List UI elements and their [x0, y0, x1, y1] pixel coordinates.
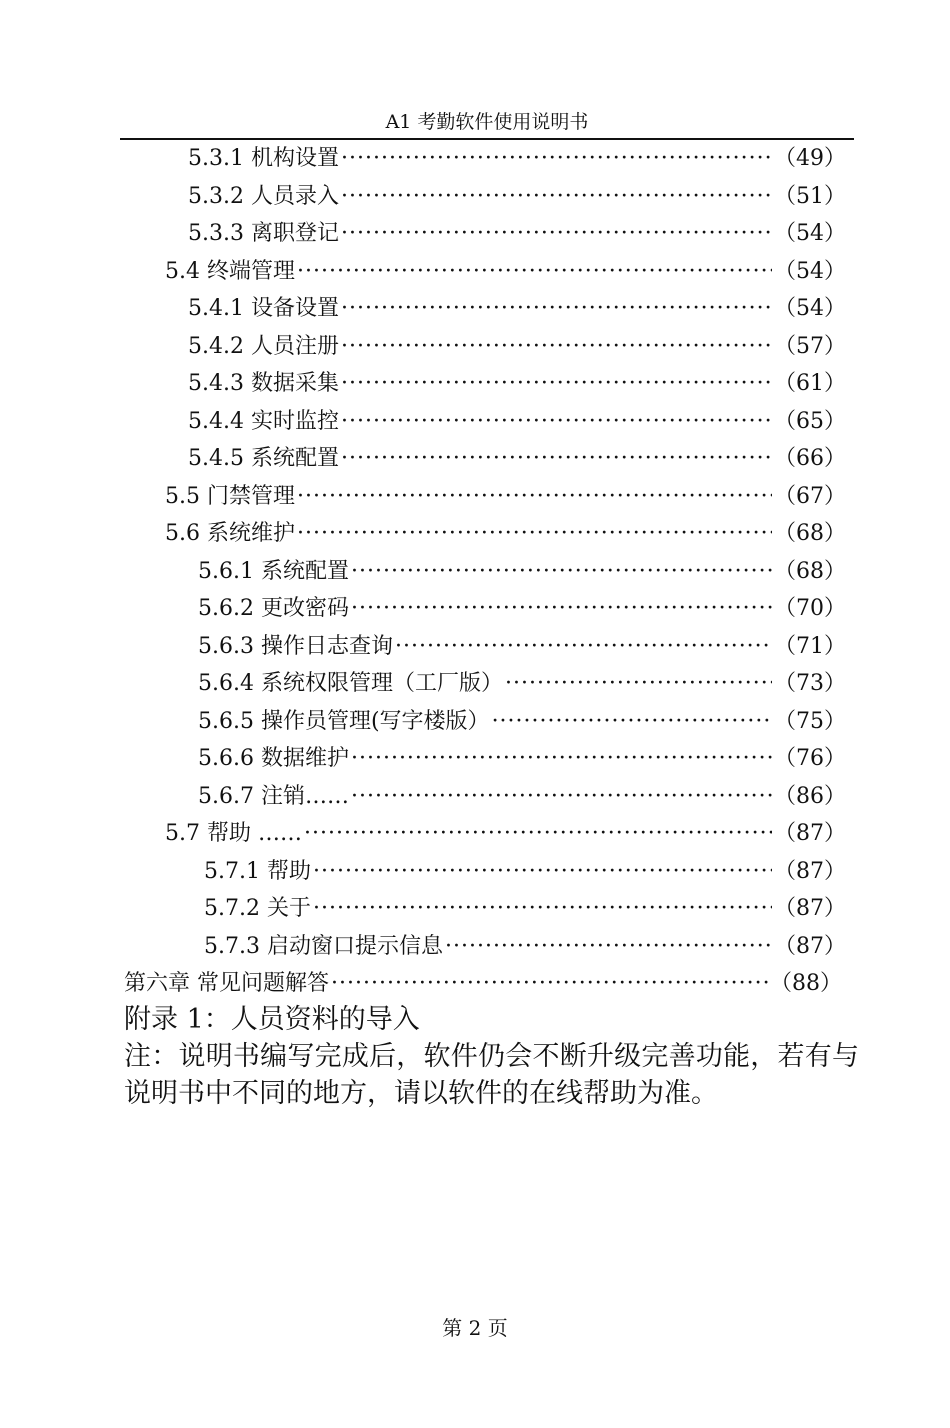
toc-entry-title: 5.7.1 帮助 [204, 858, 311, 884]
toc-entry-page: （87） [774, 933, 846, 959]
toc-entry-page: （86） [774, 783, 846, 809]
toc-entry[interactable] [0, 515, 950, 553]
toc-dot-leader [341, 215, 772, 253]
toc-entry[interactable] [0, 740, 950, 778]
toc-entry-page: （88） [770, 971, 842, 996]
toc-dot-leader [313, 853, 772, 891]
note-paragraph: 注：说明书编写完成后，软件仍会不断升级完善功能，若有与说明书中不同的地方，请以软件的在线帮助为准。 [124, 1041, 859, 1109]
toc-entry[interactable] [0, 590, 950, 628]
toc-entry[interactable] [0, 478, 950, 516]
toc-entry-title: 5.4.3 数据采集 [188, 371, 339, 396]
toc-entry-title: 5.7.3 启动窗口提示信息 [204, 933, 443, 959]
toc-entry[interactable] [0, 178, 950, 216]
toc-dot-leader [313, 890, 772, 928]
toc-entry-page: （73） [774, 671, 846, 696]
toc-entry-title: 5.3.3 离职登记 [188, 221, 339, 246]
toc-entry-page: （71） [774, 633, 846, 659]
toc-entry-title: 第六章 常见问题解答 [124, 971, 329, 996]
toc-dot-leader [351, 590, 772, 628]
toc-dot-leader [341, 440, 772, 478]
toc-dot-leader [351, 553, 772, 591]
toc-entry[interactable] [0, 553, 950, 591]
toc-entry[interactable] [0, 778, 950, 816]
toc-dot-leader [445, 928, 772, 966]
toc-entry-title: 5.3.2 人员录入 [188, 183, 339, 209]
toc-entry-title: 5.6.1 系统配置 [198, 558, 349, 584]
toc-entry[interactable] [0, 440, 950, 478]
toc-dot-leader [341, 140, 772, 178]
toc-dot-leader [492, 703, 772, 741]
toc-entry-title: 5.4.1 设备设置 [188, 296, 339, 321]
toc-entry-page: （87） [774, 821, 846, 846]
toc-dot-leader [297, 478, 772, 516]
toc-dot-leader [341, 328, 772, 366]
appendix-entry: 附录 1：人员资料的导入 [124, 1004, 420, 1035]
toc-entry-page: （76） [774, 746, 846, 771]
toc-entry[interactable] [0, 890, 950, 928]
page-number: 第 2 页 [442, 1316, 508, 1340]
toc-entry-page: （67） [774, 483, 846, 509]
toc-entry-title: 5.6.5 操作员管理(写字楼版） [198, 708, 490, 734]
toc-dot-leader [341, 403, 772, 441]
toc-entry[interactable] [0, 403, 950, 441]
toc-entry-title: 5.7 帮助 …… [165, 821, 302, 846]
toc-entry[interactable] [0, 140, 950, 178]
table-of-contents [0, 140, 950, 1003]
toc-entry-title: 5.6.3 操作日志查询 [198, 633, 393, 659]
toc-entry-page: （70） [774, 596, 846, 621]
toc-entry-page: （87） [774, 896, 846, 921]
toc-entry-page: （68） [774, 521, 846, 546]
toc-dot-leader [331, 965, 768, 1003]
toc-entry-page: （54） [774, 258, 846, 284]
toc-entry[interactable] [0, 665, 950, 703]
toc-entry-title: 5.4.5 系统配置 [188, 446, 339, 471]
toc-entry-page: （61） [774, 371, 846, 396]
toc-entry-title: 5.6.4 系统权限管理（工厂版） [198, 671, 503, 696]
toc-entry-title: 5.6.6 数据维护 [198, 746, 349, 771]
toc-entry-title: 5.6 系统维护 [165, 521, 295, 546]
toc-dot-leader [505, 665, 772, 703]
toc-entry-title: 5.5 门禁管理 [165, 483, 295, 509]
toc-entry-title: 5.4 终端管理 [165, 258, 295, 284]
toc-entry-title: 5.7.2 关于 [204, 896, 311, 921]
toc-dot-leader [341, 290, 772, 328]
toc-entry-page: （75） [774, 708, 846, 734]
toc-entry[interactable] [0, 815, 950, 853]
toc-dot-leader [351, 740, 772, 778]
toc-entry-page: （68） [774, 558, 846, 584]
toc-entry[interactable] [0, 215, 950, 253]
toc-entry[interactable] [0, 853, 950, 891]
toc-dot-leader [351, 778, 772, 816]
toc-entry-title: 5.6.2 更改密码 [198, 596, 349, 621]
toc-entry-page: （87） [774, 858, 846, 884]
toc-entry[interactable] [0, 290, 950, 328]
toc-entry[interactable] [0, 365, 950, 403]
toc-entry-page: （49） [774, 146, 846, 171]
toc-entry-page: （54） [774, 221, 846, 246]
toc-entry-page: （51） [774, 183, 846, 209]
toc-entry-title: 5.3.1 机构设置 [188, 146, 339, 171]
toc-entry-page: （66） [774, 446, 846, 471]
toc-dot-leader [395, 628, 772, 666]
toc-dot-leader [341, 365, 772, 403]
toc-dot-leader [304, 815, 772, 853]
toc-dot-leader [341, 178, 772, 216]
toc-entry[interactable] [0, 253, 950, 291]
toc-entry[interactable] [0, 628, 950, 666]
toc-entry[interactable] [0, 965, 950, 1003]
toc-entry-title: 5.4.4 实时监控 [188, 408, 339, 434]
toc-entry[interactable] [0, 703, 950, 741]
toc-entry-page: （54） [774, 296, 846, 321]
toc-entry-title: 5.6.7 注销…… [198, 783, 349, 809]
toc-dot-leader [297, 253, 772, 291]
toc-entry-page: （57） [774, 333, 846, 359]
toc-entry[interactable] [0, 328, 950, 366]
toc-entry-title: 5.4.2 人员注册 [188, 333, 339, 359]
toc-entry-page: （65） [774, 408, 846, 434]
running-header: A1 考勤软件使用说明书 [385, 111, 589, 133]
toc-dot-leader [297, 515, 772, 553]
toc-entry[interactable] [0, 928, 950, 966]
